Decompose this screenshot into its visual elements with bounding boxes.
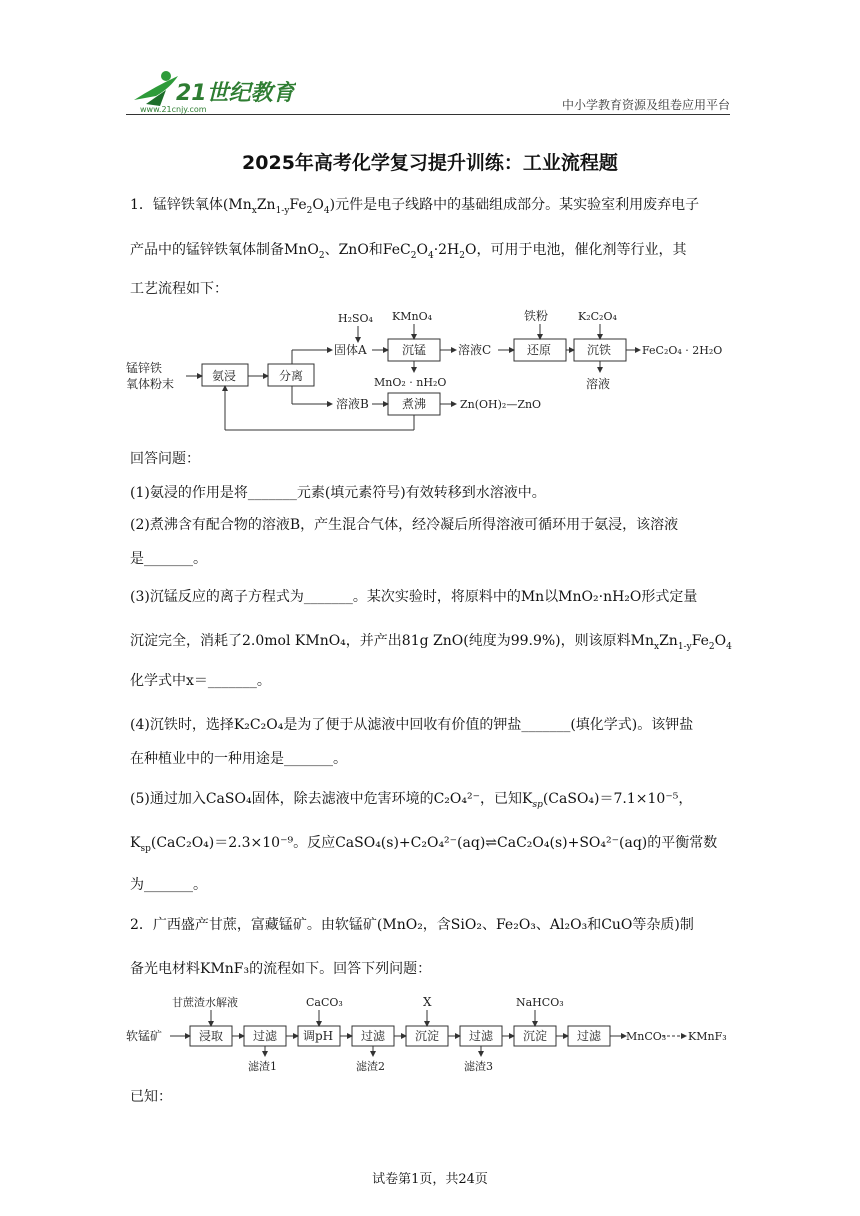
flow1-mno2: MnO₂ · nH₂O xyxy=(374,376,447,389)
flow1-sol-c: 溶液C xyxy=(458,343,492,357)
q1-line-1: 1．锰锌铁氧体$(Mn_xZn_{1-y}Fe_2O_4)$元件是电子线路中的基础组成部分。某实验室利用废弃电子 xyxy=(130,197,700,216)
flow2-precip-box-1: 沉淀 xyxy=(415,1029,440,1043)
flow-diagram-2 xyxy=(126,994,736,1074)
flow1-fe-ppt-box: 沉铁 xyxy=(587,343,612,357)
q1-line-3: 工艺流程如下： xyxy=(130,281,228,297)
flow1-sol-b: 溶液B xyxy=(336,397,369,411)
flow1-product: FeC₂O₄ · 2H₂O xyxy=(642,344,723,357)
flow1-kmno4: KMnO₄ xyxy=(392,310,432,323)
flow1-reduce-box: 还原 xyxy=(527,343,552,357)
flow2-bagasse: 甘蔗渣水解液 xyxy=(172,996,238,1009)
flow1-solution: 溶液 xyxy=(586,377,611,391)
flow1-ammonia-box: 氨浸 xyxy=(212,369,237,383)
platform-name: 中小学教育资源及组卷应用平台 xyxy=(561,98,730,112)
q1-part-3c: 化学式中x＝_______。 xyxy=(130,673,271,689)
q1-part-3a: (3)沉锰反应的离子方程式为_______。某次实验时，将原料中的Mn以MnO₂·nH₂O形式定量 xyxy=(130,589,698,605)
flow1-iron: 铁粉 xyxy=(524,309,549,323)
flow1-start: 锰锌铁 xyxy=(126,361,163,375)
page-footer: 试卷第1页，共24页 xyxy=(372,1172,488,1187)
flow1-solid-a: 固体A xyxy=(334,343,367,357)
page-title: 2025年高考化学复习提升训练：工业流程题 xyxy=(242,152,618,174)
logo-icon xyxy=(126,66,296,114)
flow2-res1: 滤渣1 xyxy=(248,1060,277,1073)
flow2-filter-box-4: 过滤 xyxy=(577,1029,602,1043)
flow1-h2so4: H₂SO₄ xyxy=(338,312,373,325)
flow2-filter-box-2: 过滤 xyxy=(361,1029,386,1043)
flow2-precip-box-2: 沉淀 xyxy=(523,1029,548,1043)
flow1-separate-box: 分离 xyxy=(279,369,304,383)
header xyxy=(126,66,730,114)
flow2-caco3: CaCO₃ xyxy=(306,996,343,1009)
logo-text: 21世纪教育 xyxy=(176,81,295,106)
q1-part-1: (1)氨浸的作用是将_______元素(填元素符号)有效转移到水溶液中。 xyxy=(130,485,546,501)
q1-part-2b: 是_______。 xyxy=(130,551,207,567)
flow2-ph-box: 调pH xyxy=(303,1029,334,1043)
logo-url-text: www.21cnjy.com xyxy=(140,105,207,114)
flow2-res3: 滤渣3 xyxy=(464,1060,493,1073)
flow2-mnco3: MnCO₃ xyxy=(626,1030,667,1043)
flow2-leach-box: 浸取 xyxy=(199,1029,224,1043)
header-divider xyxy=(126,114,730,115)
flow1-k2c2o4: K₂C₂O₄ xyxy=(578,310,617,323)
flow1-boil-box: 煮沸 xyxy=(402,397,427,411)
flow1-mn-ppt-box: 沉锰 xyxy=(402,343,427,357)
flow2-ore: 软锰矿 xyxy=(126,1029,163,1043)
flow2-x: X xyxy=(423,995,432,1009)
flow-diagram-1 xyxy=(126,306,736,436)
q1-part-4b: 在种植业中的一种用途是_______。 xyxy=(130,751,347,767)
q2-line-1: 2．广西盛产甘蔗，富藏锰矿。由软锰矿(MnO₂，含SiO₂、Fe₂O₃、Al₂O₃和CuO等杂质)制 xyxy=(130,917,694,933)
flow2-filter-box-1: 过滤 xyxy=(253,1029,278,1043)
q1-part-5b: $K_{sp}(CaC_2O_4)=2.3\times 10^{-9}$。反应CaSO₄(s)+C₂O₄²⁻(aq)⇌CaC₂O₄(s)+SO₄²⁻(aq)的平衡常数 xyxy=(130,835,718,854)
q1-part-4a: (4)沉铁时，选择K₂C₂O₄是为了便于从滤液中回收有价值的钾盐_______(填化学式)。该钾盐 xyxy=(130,717,694,733)
flow2-filter-box-3: 过滤 xyxy=(469,1029,494,1043)
q1-part-5c: 为_______。 xyxy=(130,877,207,893)
flow1-zn: Zn(OH)₂—ZnO xyxy=(460,398,542,411)
flow2-res2: 滤渣2 xyxy=(356,1060,385,1073)
flow1-start-2: 氧体粉末 xyxy=(126,377,175,391)
q1-part-2a: (2)煮沸含有配合物的溶液B，产生混合气体，经冷凝后所得溶液可循环用于氨浸，该溶液 xyxy=(130,517,679,533)
flow2-kmnf3: KMnF₃ xyxy=(688,1030,727,1043)
q1-part-3b: 沉淀完全，消耗了2.0mol KMnO₄，并产出81g ZnO(纯度为99.9%)，则该原料$Mn_xZn_{1-y}Fe_2O_4$ xyxy=(130,633,732,652)
q1-answer-intro: 回答问题： xyxy=(130,451,200,467)
q1-line-2: 产品中的锰锌铁氧体制备MnO$_2$、ZnO和$FeC_2O_4\cdot 2H_2O$，可用于电池，催化剂等行业，其 xyxy=(130,242,687,261)
q2-line-2: 备光电材料KMnF₃的流程如下。回答下列问题： xyxy=(130,961,432,977)
q2-known: 已知： xyxy=(130,1089,172,1105)
q1-part-5a: (5)通过加入CaSO₄固体，除去滤液中危害环境的C₂O₄²⁻，已知$K_{sp}(CaSO_4)=7.1\times 10^{-5}$， xyxy=(130,791,693,810)
flow2-nahco3: NaHCO₃ xyxy=(516,996,564,1009)
